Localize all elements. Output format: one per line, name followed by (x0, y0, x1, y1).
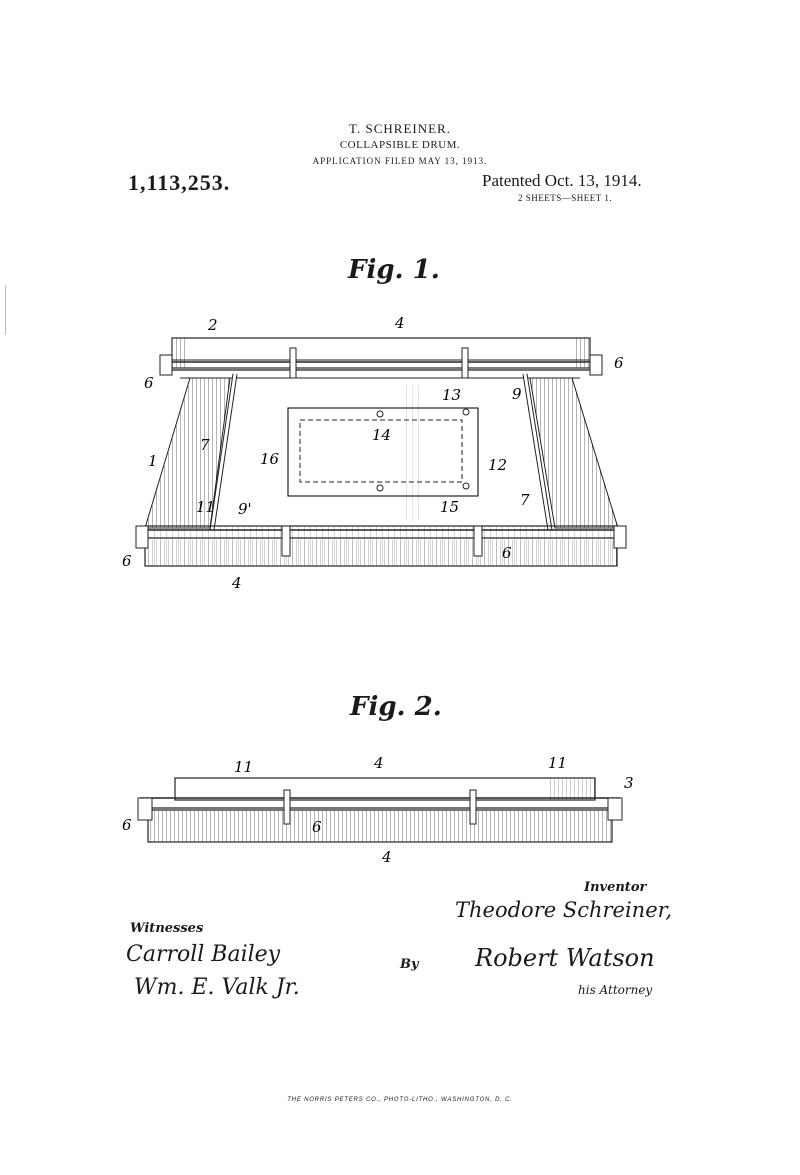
fig1-drawing (100, 300, 660, 600)
printer-credit: THE NORRIS PETERS CO., PHOTO-LITHO., WASHINGTON, D. C. (287, 1097, 513, 1103)
fig1-ref-label: 15 (440, 498, 460, 516)
fig1-ref-label: 6 (144, 374, 154, 392)
attorney-signature: Robert Watson (475, 944, 655, 972)
fig1-ref-label: 11 (196, 498, 216, 516)
fig2-ref-label: 11 (548, 754, 568, 772)
witness-2-signature: Wm. E. Valk Jr. (134, 975, 300, 1000)
fig1-ref-label: 6 (502, 544, 512, 562)
fig2-ref-label: 6 (122, 816, 132, 834)
fig2-ref-label: 11 (234, 758, 254, 776)
fig1-ref-label: 2 (208, 316, 218, 334)
inventor-signature: Theodore Schreiner, (455, 898, 673, 922)
fig1-ref-label: 1 (148, 452, 158, 470)
fig1-ref-label: 12 (488, 456, 508, 474)
sheet-count: 2 SHEETS—SHEET 1. (518, 193, 613, 203)
fig1-ref-label: 9' (238, 500, 252, 518)
margin-mark (5, 285, 6, 335)
fig1-ref-label: 16 (260, 450, 280, 468)
inventor-name: T. SCHREINER. (349, 121, 451, 136)
fig2-ref-label: 3 (624, 774, 634, 792)
patent-date: Patented Oct. 13, 1914. (482, 171, 642, 190)
fig1-ref-label: 4 (395, 314, 405, 332)
patent-title: COLLAPSIBLE DRUM. (339, 139, 461, 151)
witnesses-label: Witnesses (130, 921, 204, 936)
by-label: By (400, 957, 419, 972)
fig2-drawing (110, 750, 650, 870)
fig1-ref-label: 9 (512, 385, 522, 403)
fig1-ref-label: 6 (614, 354, 624, 372)
attorney-label: his Attorney (578, 983, 653, 997)
fig2-label: Fig. 2. (350, 692, 442, 722)
fig1-ref-label: 6 (122, 552, 132, 570)
fig2-ref-label: 4 (374, 754, 384, 772)
witness-1-signature: Carroll Bailey (126, 942, 281, 967)
fig1-ref-label: 4 (232, 574, 242, 592)
fig1-ref-label: 7 (520, 491, 530, 509)
application-filed: APPLICATION FILED MAY 13, 1913. (312, 156, 488, 166)
patent-number: 1,113,253. (128, 170, 231, 195)
fig1-ref-label: 13 (442, 386, 462, 404)
fig1-ref-label: 7 (200, 436, 210, 454)
fig1-label: Fig. 1. (348, 255, 440, 285)
fig2-ref-label: 4 (382, 848, 392, 866)
inventor-label: Inventor (584, 880, 647, 895)
fig1-ref-label: 14 (372, 426, 392, 444)
fig2-ref-label: 6 (312, 818, 322, 836)
